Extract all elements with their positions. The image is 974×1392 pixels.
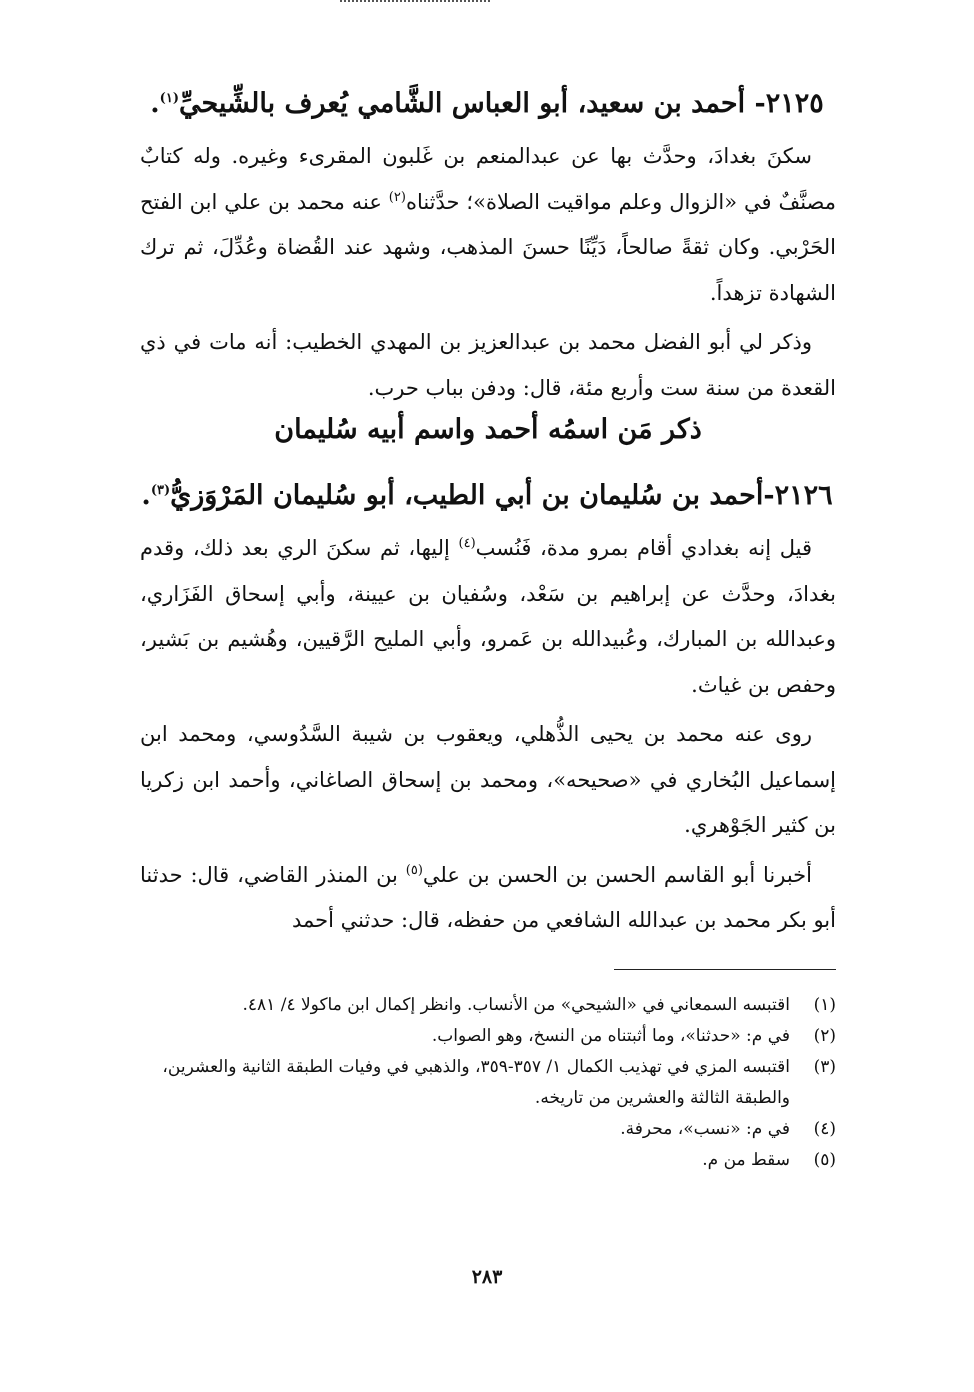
entry-2125-paragraph-2: وذكر لي أبو الفضل محمد بن عبدالعزيز بن المهدي الخطيب: أنه مات في ذي القعدة من سنة ست وأربع مئة، قال: ودفن بباب حرب. <box>140 330 836 400</box>
footnote-4 <box>140 1114 836 1145</box>
entry-2125-paragraph-1 <box>140 134 836 316</box>
footnotes <box>140 990 836 1176</box>
footnote-ref-2: (٢) <box>388 189 406 205</box>
entry-2126-paragraph-3 <box>140 853 836 944</box>
footnote-number: (١) <box>813 995 836 1015</box>
entry-2126-paragraph-2: روى عنه محمد بن يحيى الذُّهلي، ويعقوب بن شيبة السَّدُوسي، ومحمد ابن إسماعيل البُخاري في «صحيحه»، ومحمد بن إسحاق الصاغاني، وأحمد ابن زكريا بن كثير الجَوْهري. <box>140 722 836 837</box>
footnote-text: اقتبسه المزي في تهذيب الكمال ١/ ٣٥٧-٣٥٩، والذهبي في وفيات الطبقة الثانية والعشرين، والطبقة الثالثة والعشرين من تاريخه. <box>162 1057 790 1108</box>
footnote-number: (٤) <box>813 1119 836 1139</box>
entry-2126-paragraph-1 <box>140 526 836 708</box>
entry-2126-p1-part-a: قيل إنه بغدادي أقام بمرو مدة، فَنُسب <box>475 536 812 560</box>
footnote-5 <box>140 1145 836 1176</box>
entry-2126-heading-text: ٢١٢٦-أحمد بن سُليمان بن أبي الطيب، أبو سُليمان المَرْوَزيُّ <box>170 480 833 511</box>
entry-2125-p1-part-b: عنه محمد بن علي ابن الفتح الحَرْبي. وكان ثقةً صالحاً، دَيِّنًا حسنَ المذهب، وشهد عند القُضاة وعُدِّلَ، ثم ترك الشهادة تزهداً. <box>140 189 836 305</box>
footnote-number: (٥) <box>813 1150 836 1170</box>
footnote-text: سقط من م. <box>702 1150 790 1170</box>
footnote-text: اقتبسه السمعاني في «الشيحي» من الأنساب. وانظر إكمال ابن ماكولا ٤/ ٤٨١. <box>242 995 790 1015</box>
entry-2126-heading-end: . <box>141 480 151 511</box>
entry-2125-p1-part-a: سكنَ بغدادَ، وحدَّث بها عن عبدالمنعم بن غَلبون المقرىء وغيره. وله كتابٌ مصنَّفٌ في «الزوال وعلم مواقيت الصلاة»؛ حدَّثناه <box>140 144 836 214</box>
entry-2126-body <box>140 526 836 944</box>
section-heading: ذكر مَن اسمُه أحمد واسم أبيه سُليمان <box>274 414 702 445</box>
footnote-ref-4: (٤) <box>458 536 476 551</box>
entry-2125-heading <box>140 84 834 124</box>
page-top-mark <box>340 0 490 8</box>
footnote-1 <box>140 990 836 1021</box>
footnote-3 <box>140 1052 836 1114</box>
footnote-number: (٣) <box>813 1057 836 1077</box>
footnote-separator <box>614 969 836 970</box>
footnote-number: (٢) <box>813 1026 836 1046</box>
footnote-ref-3: (٣) <box>150 483 171 498</box>
entry-2126-p1-part-b: إليها، ثم سكنَ الري بعد ذلك، وقدم بغدادَ، وحدَّث عن إبراهيم بن سَعْد، وسُفيان بن عيينة، وأبي إسحاق الفَزَاري، وعبدالله بن المبارك، وعُبيدالله بن عَمرو، وأبي المليح الرَّقيين، وهُشيم بن بَشير، وحفص بن غياث. <box>140 536 836 697</box>
entry-2125-body <box>140 134 836 411</box>
footnote-text: في م: «حدثنا»، وما أثبتناه من النسخ، وهو الصواب. <box>431 1026 790 1046</box>
entry-2125-heading-end: . <box>150 88 160 119</box>
entry-2126-heading <box>140 476 834 516</box>
footnote-2 <box>140 1021 836 1052</box>
entry-2126-p3-part-a: أخبرنا أبو القاسم الحسن بن الحسن بن علي <box>422 862 812 887</box>
footnote-ref-1: (١) <box>159 91 179 106</box>
entry-2126-p3-part-b: بن المنذر القاضي، قال: حدثنا أبو بكر محمد بن عبدالله الشافعي من حفظه، قال: حدثني أحمد <box>140 862 836 932</box>
entry-2125-heading-text: ٢١٢٥- أحمد بن سعيد، أبو العباس الشَّامي يُعرف بالشِّيحيِّ <box>178 88 824 119</box>
footnote-text: في م: «نسب»، محرفة. <box>620 1119 790 1139</box>
page-number: ٢٨٣ <box>471 1266 503 1288</box>
footnote-ref-5: (٥) <box>405 862 423 878</box>
